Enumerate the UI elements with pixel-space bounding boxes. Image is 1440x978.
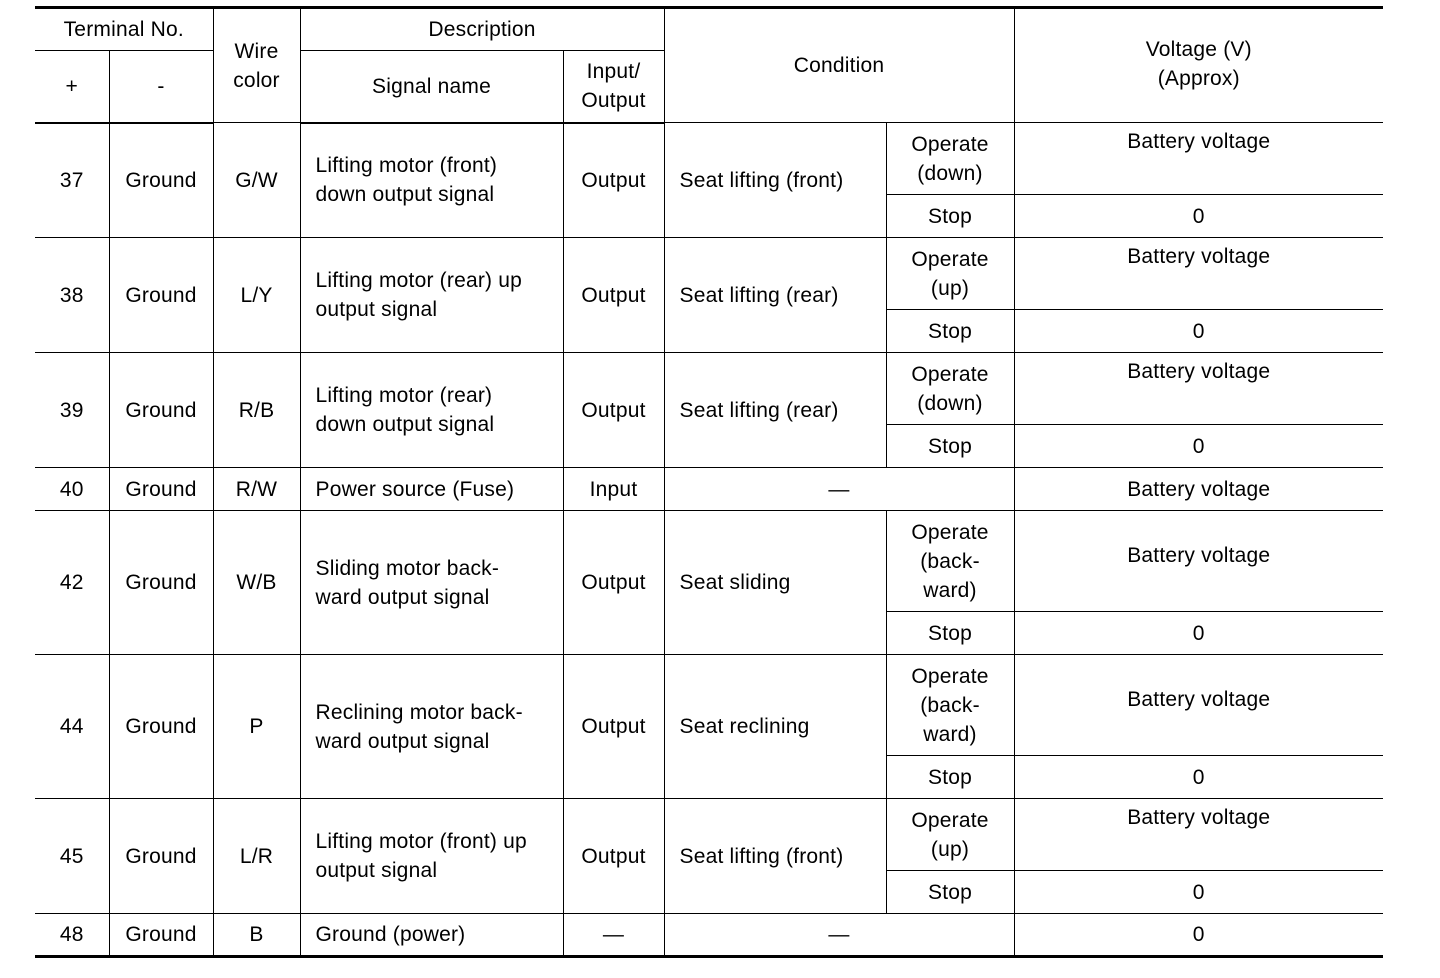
voltage-value: 0 — [1014, 425, 1383, 468]
operate-state: Operate (up) — [886, 799, 1014, 871]
table-row — [35, 123, 1383, 195]
table-row — [35, 353, 1383, 425]
wire-color: L/R — [213, 799, 300, 914]
terminal-no-header: Terminal No. — [35, 8, 213, 51]
signal-name: Ground (power) — [300, 914, 563, 957]
table-row — [35, 238, 1383, 310]
condition: Seat lifting (front) — [664, 123, 886, 238]
minus-header: - — [109, 51, 213, 123]
signal-name-header: Signal name — [300, 51, 563, 123]
condition: Seat lifting (front) — [664, 799, 886, 914]
condition-header: Condition — [664, 8, 1014, 123]
stop-state: Stop — [886, 425, 1014, 468]
terminal-minus: Ground — [109, 655, 213, 799]
plus-header: + — [35, 51, 109, 123]
voltage-value: Battery voltage — [1014, 468, 1383, 511]
terminal-minus: Ground — [109, 914, 213, 957]
table-row — [35, 468, 1383, 511]
wire-color: R/W — [213, 468, 300, 511]
condition: Seat sliding — [664, 511, 886, 655]
condition: Seat lifting (rear) — [664, 238, 886, 353]
wire-color: R/B — [213, 353, 300, 468]
wire-color: P — [213, 655, 300, 799]
input-output: Output — [563, 238, 664, 353]
table-row — [35, 655, 1383, 756]
voltage-value: Battery voltage — [1014, 123, 1383, 195]
terminal-table — [35, 6, 1383, 958]
signal-name: Lifting motor (front) down output signal — [300, 123, 563, 238]
voltage-value: Battery voltage — [1014, 353, 1383, 425]
condition: — — [664, 468, 1014, 511]
voltage-value: Battery voltage — [1014, 511, 1383, 612]
table-row — [35, 799, 1383, 871]
condition: Seat lifting (rear) — [664, 353, 886, 468]
voltage-value: 0 — [1014, 195, 1383, 238]
voltage-value: 0 — [1014, 871, 1383, 914]
stop-state: Stop — [886, 310, 1014, 353]
condition: Seat reclining — [664, 655, 886, 799]
terminal-minus: Ground — [109, 511, 213, 655]
table-row — [35, 511, 1383, 612]
signal-name: Lifting motor (rear) down output signal — [300, 353, 563, 468]
input-output: Output — [563, 655, 664, 799]
terminal-minus: Ground — [109, 238, 213, 353]
voltage-header: Voltage (V) (Approx) — [1014, 8, 1383, 123]
terminal-plus: 37 — [35, 123, 109, 238]
terminal-plus: 48 — [35, 914, 109, 957]
operate-state: Operate (up) — [886, 238, 1014, 310]
operate-state: Operate (back- ward) — [886, 511, 1014, 612]
terminal-minus: Ground — [109, 799, 213, 914]
terminal-plus: 42 — [35, 511, 109, 655]
stop-state: Stop — [886, 612, 1014, 655]
voltage-value: 0 — [1014, 612, 1383, 655]
terminal-plus: 40 — [35, 468, 109, 511]
voltage-value: Battery voltage — [1014, 799, 1383, 871]
signal-name: Power source (Fuse) — [300, 468, 563, 511]
wire-color: L/Y — [213, 238, 300, 353]
header-row-1 — [35, 8, 1383, 51]
voltage-value: 0 — [1014, 756, 1383, 799]
input-output: — — [563, 914, 664, 957]
stop-state: Stop — [886, 195, 1014, 238]
voltage-value: 0 — [1014, 914, 1383, 957]
signal-name: Lifting motor (front) up output signal — [300, 799, 563, 914]
operate-state: Operate (down) — [886, 123, 1014, 195]
terminal-minus: Ground — [109, 353, 213, 468]
terminal-plus: 44 — [35, 655, 109, 799]
operate-state: Operate (back- ward) — [886, 655, 1014, 756]
stop-state: Stop — [886, 871, 1014, 914]
voltage-value: Battery voltage — [1014, 238, 1383, 310]
wire-color: B — [213, 914, 300, 957]
voltage-value: 0 — [1014, 310, 1383, 353]
terminal-minus: Ground — [109, 468, 213, 511]
stop-state: Stop — [886, 756, 1014, 799]
terminal-plus: 45 — [35, 799, 109, 914]
wire-color: W/B — [213, 511, 300, 655]
terminal-minus: Ground — [109, 123, 213, 238]
signal-name: Sliding motor back- ward output signal — [300, 511, 563, 655]
operate-state: Operate (down) — [886, 353, 1014, 425]
terminal-plus: 39 — [35, 353, 109, 468]
voltage-value: Battery voltage — [1014, 655, 1383, 756]
condition: — — [664, 914, 1014, 957]
description-header: Description — [300, 8, 664, 51]
input-output: Output — [563, 511, 664, 655]
wire-color: G/W — [213, 123, 300, 238]
input-output: Output — [563, 123, 664, 238]
input-output: Output — [563, 799, 664, 914]
input-output: Output — [563, 353, 664, 468]
signal-name: Reclining motor back- ward output signal — [300, 655, 563, 799]
table-row — [35, 914, 1383, 957]
input-output: Input — [563, 468, 664, 511]
wire-color-header: Wire color — [213, 8, 300, 123]
signal-name: Lifting motor (rear) up output signal — [300, 238, 563, 353]
terminal-plus: 38 — [35, 238, 109, 353]
input-output-header: Input/ Output — [563, 51, 664, 123]
